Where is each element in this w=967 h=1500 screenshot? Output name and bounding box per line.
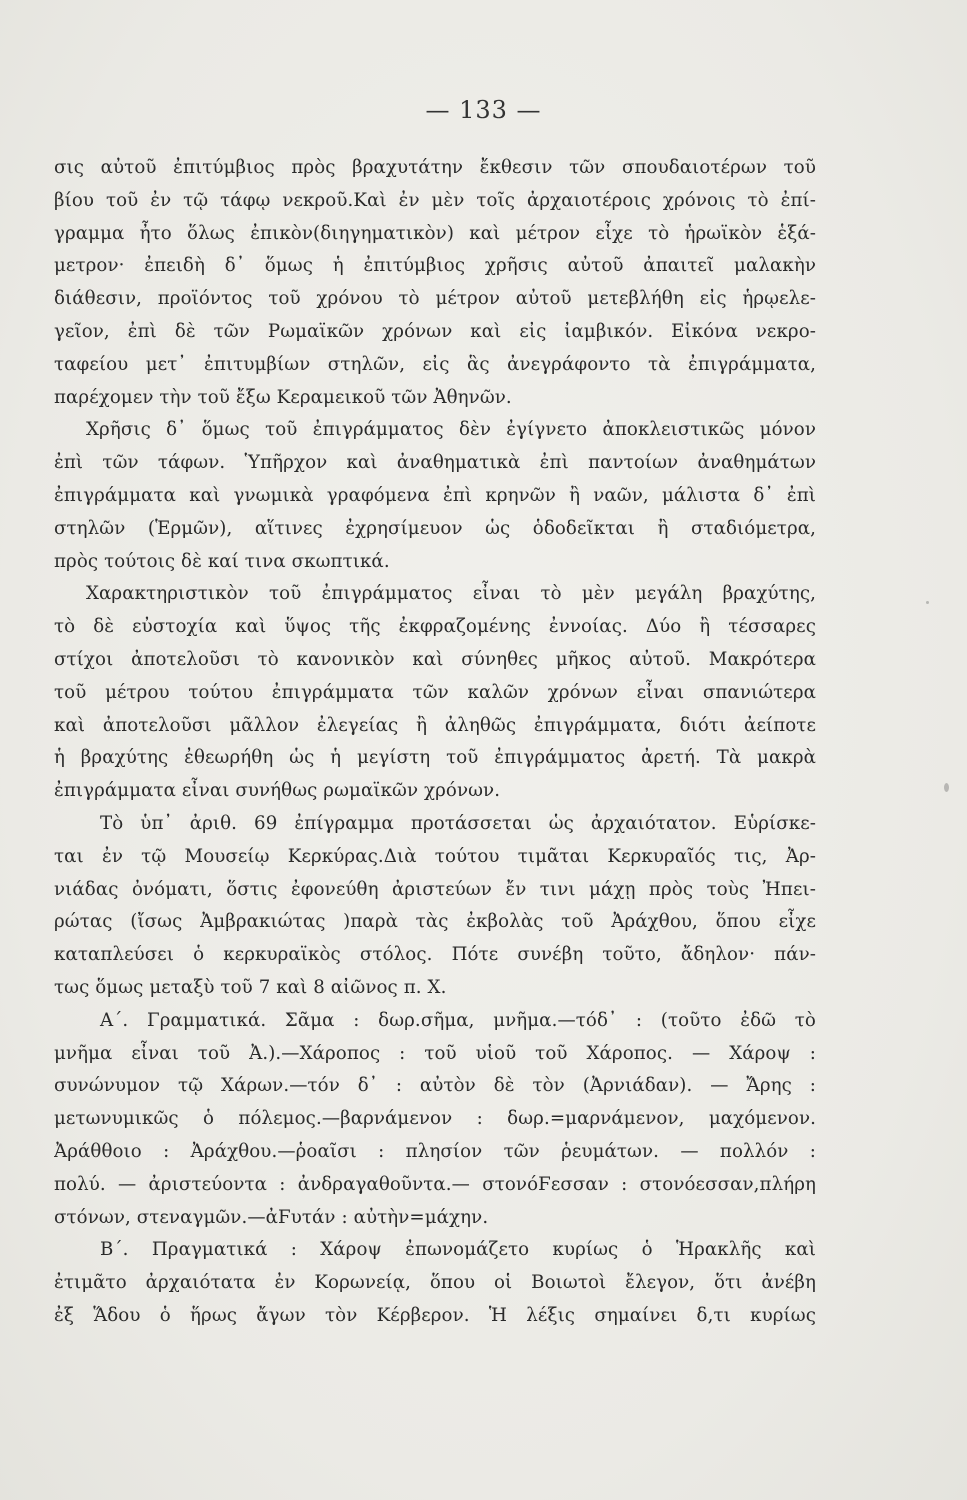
text-line: καταπλεύσει ὁ κερκυραϊκὸς στόλος. Πότε συνέβη τοῦτο, ἄδηλον· πάν-: [54, 944, 816, 966]
text-line: ἡ βραχύτης ἐθεωρήθη ὡς ἡ μεγίστη τοῦ ἐπιγράμματος ἀρετή. Τὰ μακρὰ: [54, 747, 816, 769]
text-line: παρέχομεν τὴν τοῦ ἔξω Κεραμεικοῦ τῶν Ἀθηνῶν.: [54, 386, 512, 408]
text-line: ταφείου μετ᾽ ἐπιτυμβίων στηλῶν, εἰς ἃς ἀνεγράφοντο τὰ ἐπιγράμματα,: [54, 353, 816, 375]
text-line: Χαρακτηριστικὸν τοῦ ἐπιγράμματος εἶναι τὸ μὲν μεγάλη βραχύτης,: [86, 583, 816, 605]
body-text: [54, 152, 816, 1333]
text-line: Τὸ ὑπ᾽ ἀριθ. 69 ἐπίγραμμα προτάσσεται ὡς ἀρχαιότατον. Εὑρίσκε-: [100, 812, 816, 834]
text-line: Ἀράθθοιο : Ἀράχθου.—ῥοαῖσι : πλησίον τῶν ῥευμάτων. — πολλόν :: [54, 1140, 816, 1162]
ink-speck: [944, 783, 949, 792]
text-line: σις αὐτοῦ ἐπιτύμβιος πρὸς βραχυτάτην ἔκθεσιν τῶν σπουδαιοτέρων τοῦ: [54, 157, 816, 178]
text-line: ἐπιγράμματα καὶ γνωμικὰ γραφόμενα ἐπὶ κρηνῶν ἢ ναῶν, μάλιστα δ᾽ ἐπὶ: [54, 484, 816, 506]
text-line: μετρον· ἐπειδὴ δ᾽ ὅμως ἡ ἐπιτύμβιος χρῆσις αὐτοῦ ἀπαιτεῖ μαλακὴν: [54, 255, 816, 277]
text-line: τως ὅμως μεταξὺ τοῦ 7 καὶ 8 αἰῶνος π. Χ.: [54, 976, 447, 998]
text-line: στηλῶν (Ἑρμῶν), αἵτινες ἐχρησίμευον ὡς ὁδοδεῖκται ἢ σταδιόμετρα,: [54, 517, 816, 539]
text-line: στόνων, στεναγμῶν.—ἀϜυτάν : αὐτὴν=μάχην.: [54, 1206, 489, 1228]
text-line: ἐτιμᾶτο ἀρχαιότατα ἐν Κορωνείᾳ, ὅπου οἱ Βοιωτοὶ ἔλεγον, ὅτι ἀνέβη: [54, 1272, 816, 1294]
ink-speck: [926, 601, 929, 604]
text-line: γεῖον, ἐπὶ δὲ τῶν Ρωμαϊκῶν χρόνων καὶ εἰς ἰαμβικόν. Εἰκόνα νεκρο-: [54, 320, 816, 342]
text-line: ἐπιγράμματα εἶναι συνήθως ρωμαϊκῶν χρόνων.: [54, 780, 501, 802]
text-line: ται ἐν τῷ Μουσείῳ Κερκύρας.Διὰ τούτου τιμᾶται Κερκυραῖός τις, Ἀρ-: [54, 845, 816, 867]
text-line: πρὸς τούτοις δὲ καί τινα σκωπτικά.: [54, 550, 390, 572]
text-line: διάθεσιν, προϊόντος τοῦ χρόνου τὸ μέτρον αὐτοῦ μετεβλήθη εἰς ἡρῳελε-: [54, 288, 816, 310]
text-line: μνῆμα εἶναι τοῦ Ἀ.).—Χάροπος : τοῦ υἱοῦ τοῦ Χάροπος. — Χάροψ :: [54, 1042, 816, 1064]
text-line: ρώτας (ἴσως Ἀμβρακιώτας )παρὰ τὰς ἐκβολὰς τοῦ Ἀράχθου, ὅπου εἶχε: [54, 911, 816, 933]
text-line: Α΄. Γραμματικά. Σᾶμα : δωρ.σῆμα, μνῆμα.—τόδ᾽ : (τοῦτο ἐδῶ τὸ: [100, 1009, 816, 1031]
text-line: στίχοι ἀποτελοῦσι τὸ κανονικὸν καὶ σύνηθες μῆκος αὐτοῦ. Μακρότερα: [54, 648, 816, 670]
text-line: βίου τοῦ ἐν τῷ τάφῳ νεκροῦ.Καὶ ἐν μὲν τοῖς ἀρχαιοτέροις χρόνοις τὸ ἐπί-: [54, 189, 816, 211]
text-line: τοῦ μέτρου τούτου ἐπιγράμματα τῶν καλῶν χρόνων εἶναι σπανιώτερα: [54, 681, 816, 703]
text-line: Χρῆσις δ᾽ ὅμως τοῦ ἐπιγράμματος δὲν ἐγίγνετο ἀποκλειστικῶς μόνον: [86, 419, 816, 441]
page-number: — 133 —: [425, 96, 542, 124]
text-line: καὶ ἀποτελοῦσι μᾶλλον ἐλεγείας ἢ ἀληθῶς ἐπιγράμματα, διότι ἀείποτε: [54, 714, 816, 736]
text-line: ἐπὶ τῶν τάφων. Ὑπῆρχον καὶ ἀναθηματικὰ ἐπὶ παντοίων ἀναθημάτων: [54, 452, 816, 474]
text-line: γραμμα ἦτο ὅλως ἐπικὸν(διηγηματικὸν) καὶ μέτρον εἶχε τὸ ἡρωϊκὸν ἑξά-: [54, 222, 816, 244]
text-line: νιάδας ὀνόματι, ὅστις ἐφονεύθη ἀριστεύων ἔν τινι μάχῃ πρὸς τοὺς Ἠπει-: [54, 878, 816, 900]
text-line: συνώνυμον τῷ Χάρων.—τόν δ᾽ : αὐτὸν δὲ τὸν (Ἀρνιάδαν). — Ἄρης :: [54, 1075, 816, 1097]
text-line: μετωνυμικῶς ὁ πόλεμος.—βαρνάμενον : δωρ.=μαρνάμενον, μαχόμενον.: [54, 1108, 816, 1130]
text-line: Β΄. Πραγματικά : Χάροψ ἐπωνομάζετο κυρίως ὁ Ἡρακλῆς καὶ: [100, 1239, 816, 1261]
text-line: ἐξ Ἅδου ὁ ἥρως ἄγων τὸν Κέρβερον. Ἡ λέξις σημαίνει δ,τι κυρίως: [54, 1304, 816, 1326]
text-line: πολύ. — ἀριστεύοντα : ἀνδραγαθοῦντα.— στονόϜεσσαν : στονόεσσαν,πλήρη: [54, 1173, 816, 1195]
text-line: τὸ δὲ εὐστοχία καὶ ὕψος τῆς ἐκφραζομένης ἐννοίας. Δύο ἢ τέσσαρες: [54, 616, 816, 638]
